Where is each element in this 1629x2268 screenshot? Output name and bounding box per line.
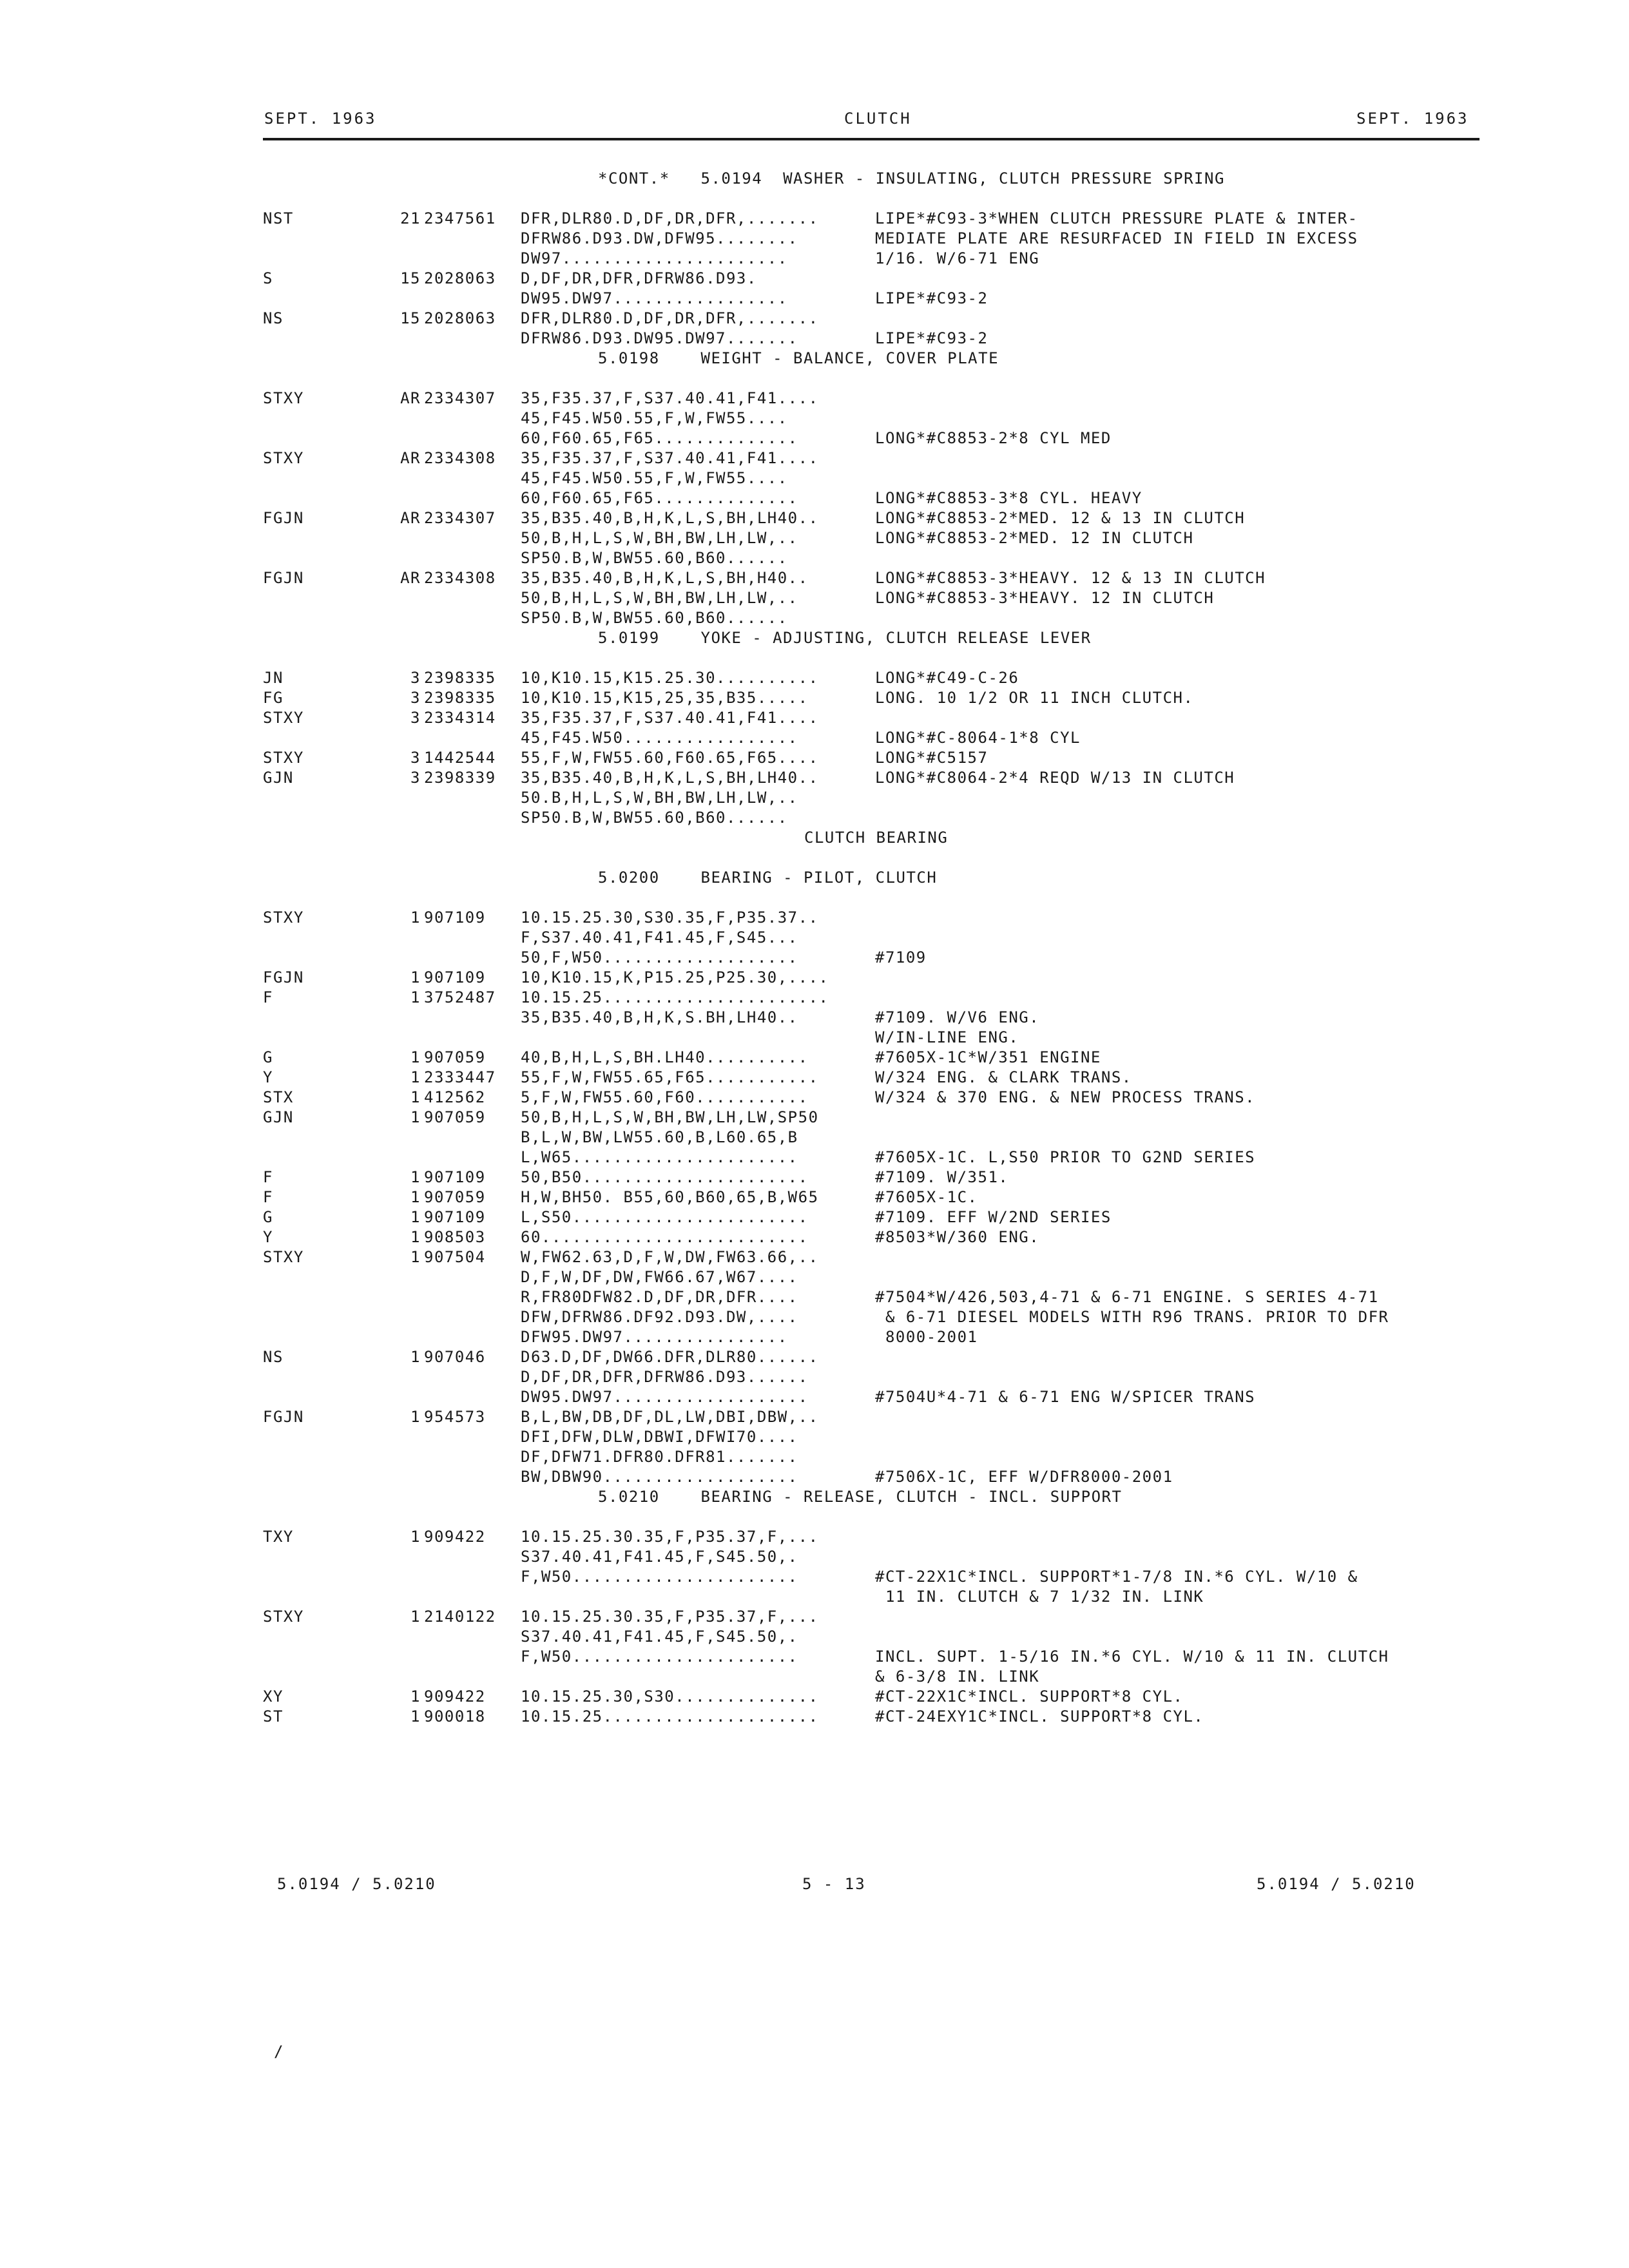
remarks: #7605X-1C*W/351 ENGINE (875, 1048, 1101, 1066)
part-row (263, 1327, 1526, 1347)
remarks: #7109. W/351. (875, 1168, 1009, 1186)
part-row (263, 728, 1526, 748)
section-heading (263, 169, 1526, 189)
series-code: F (263, 988, 273, 1006)
series-code: STXY (263, 749, 304, 767)
models: L,W65...................... (521, 1148, 798, 1166)
quantity: 15 (400, 269, 421, 287)
remarks: #CT-22X1C*INCL. SUPPORT*1-7/8 IN.*6 CYL. W/10 & (875, 1568, 1358, 1586)
part-row (263, 428, 1526, 448)
part-number: 907504 (424, 1248, 486, 1266)
models: 45,F45.W50.55,F,W,FW55.... (521, 469, 788, 487)
remarks: LONG*#C8853-3*8 CYL. HEAVY (875, 489, 1142, 507)
quantity: AR (400, 569, 421, 587)
models: 50.B,H,L,S,W,BH,BW,LH,LW,.. (521, 789, 798, 807)
models: DFR,DLR80.D,DF,DR,DFR,....... (521, 209, 819, 227)
part-number: 412562 (424, 1088, 486, 1106)
section-heading-text: *CONT.* 5.0194 WASHER - INSULATING, CLUTCH PRESSURE SPRING (598, 169, 1225, 187)
remarks: 8000-2001 (875, 1328, 978, 1346)
remarks: #7109. W/V6 ENG. (875, 1008, 1040, 1026)
remarks: MEDIATE PLATE ARE RESURFACED IN FIELD IN EXCESS (875, 229, 1358, 247)
part-row (263, 1187, 1526, 1207)
part-row (263, 1707, 1526, 1727)
quantity: 1 (410, 1108, 421, 1126)
part-row (263, 688, 1526, 708)
series-code: NST (263, 209, 294, 227)
part-row (263, 568, 1526, 588)
part-row (263, 1627, 1526, 1647)
models: L,S50....................... (521, 1208, 809, 1226)
models: 35,F35.37,F,S37.40.41,F41.... (521, 449, 819, 467)
part-row (263, 448, 1526, 468)
part-row (263, 1168, 1526, 1187)
part-row (263, 1387, 1526, 1407)
remarks: #7504*W/426,503,4-71 & 6-71 ENGINE. S SERIES 4-71 (875, 1288, 1379, 1306)
part-number: 2398335 (424, 669, 496, 687)
part-row (263, 1447, 1526, 1467)
series-code: STXY (263, 908, 304, 927)
series-code: STXY (263, 389, 304, 407)
remarks: INCL. SUPT. 1-5/16 IN.*6 CYL. W/10 & 11 IN. CLUTCH (875, 1648, 1389, 1666)
part-row (263, 1207, 1526, 1227)
quantity: 1 (410, 908, 421, 927)
part-row (263, 1267, 1526, 1287)
remarks: LONG*#C8853-2*MED. 12 & 13 IN CLUTCH (875, 509, 1246, 527)
models: F,W50...................... (521, 1648, 798, 1666)
models: D,DF,DR,DFR,DFRW86.D93. (521, 269, 757, 287)
part-row (263, 1108, 1526, 1128)
quantity: 3 (410, 669, 421, 687)
models: 50,B,H,L,S,W,BH,BW,LH,LW,.. (521, 589, 798, 607)
part-row (263, 1148, 1526, 1168)
part-number: 2334308 (424, 569, 496, 587)
models: S37.40.41,F41.45,F,S45.50,. (521, 1548, 798, 1566)
group-heading (263, 828, 1526, 848)
series-code: G (263, 1208, 273, 1226)
part-number: 3752487 (424, 988, 496, 1006)
models: SP50.B,W,BW55.60,B60...... (521, 549, 788, 567)
part-row (263, 309, 1526, 329)
part-number: 954573 (424, 1408, 486, 1426)
remarks: & 6-3/8 IN. LINK (875, 1667, 1040, 1686)
quantity: 3 (410, 749, 421, 767)
part-row (263, 608, 1526, 628)
section-heading-text: 5.0210 BEARING - RELEASE, CLUTCH - INCL. SUPPORT (598, 1488, 1123, 1506)
models: DFW95.DW97................ (521, 1328, 788, 1346)
part-number: 900018 (424, 1707, 486, 1725)
models: DFRW86.D93.DW,DFW95........ (521, 229, 798, 247)
models: DFW,DFRW86.DF92.D93.DW,.... (521, 1308, 798, 1326)
part-row (263, 508, 1526, 528)
models: 10,K10.15,K,P15.25,P25.30,.... (521, 968, 829, 986)
part-row (263, 1607, 1526, 1627)
remarks: #7109 (875, 948, 927, 966)
part-number: 2334308 (424, 449, 496, 467)
remarks: LONG*#C8853-2*8 CYL MED (875, 429, 1112, 447)
series-code: FGJN (263, 968, 304, 986)
part-row (263, 1247, 1526, 1267)
part-row (263, 1068, 1526, 1088)
part-row (263, 1287, 1526, 1307)
part-row (263, 1567, 1526, 1587)
remarks: LIPE*#C93-3*WHEN CLUTCH PRESSURE PLATE & INTER- (875, 209, 1358, 227)
part-row (263, 1088, 1526, 1108)
blank-line (263, 369, 1526, 389)
part-row (263, 1527, 1526, 1547)
quantity: 1 (410, 1248, 421, 1266)
models: 45,F45.W50.55,F,W,FW55.... (521, 409, 788, 427)
part-row (263, 1347, 1526, 1367)
series-code: ST (263, 1707, 284, 1725)
quantity: AR (400, 449, 421, 467)
series-code: TXY (263, 1528, 294, 1546)
remarks: #7605X-1C. L,S50 PRIOR TO G2ND SERIES (875, 1148, 1256, 1166)
quantity: 1 (410, 1048, 421, 1066)
quantity: 3 (410, 689, 421, 707)
part-number: 907109 (424, 1208, 486, 1226)
part-row (263, 269, 1526, 289)
series-code: FG (263, 689, 284, 707)
part-row (263, 329, 1526, 349)
models: 55,F,W,FW55.65,F65........... (521, 1068, 819, 1086)
models: SP50.B,W,BW55.60,B60...... (521, 809, 788, 827)
series-code: Y (263, 1228, 273, 1246)
quantity: 1 (410, 1188, 421, 1206)
models: 35,B35.40,B,H,K,S.BH,LH40.. (521, 1008, 798, 1026)
part-row (263, 1028, 1526, 1048)
footer-left: 5.0194 / 5.0210 (277, 1875, 436, 1893)
part-row (263, 209, 1526, 229)
part-number: 2334307 (424, 389, 496, 407)
blank-line (263, 648, 1526, 668)
models: 10.15.25.30.35,F,P35.37,F,... (521, 1608, 819, 1626)
models: S37.40.41,F41.45,F,S45.50,. (521, 1628, 798, 1646)
footer-page-number: 5 - 13 (802, 1875, 866, 1893)
models: DFR,DLR80.D,DF,DR,DFR,....... (521, 309, 819, 327)
blank-line (263, 848, 1526, 868)
models: 10,K10.15,K15,25,35,B35..... (521, 689, 809, 707)
remarks: 1/16. W/6-71 ENG (875, 249, 1040, 267)
quantity: 1 (410, 1168, 421, 1186)
header-right: SEPT. 1963 (1356, 110, 1469, 128)
remarks: #7605X-1C. (875, 1188, 978, 1206)
footer-right: 5.0194 / 5.0210 (1257, 1875, 1416, 1893)
models: DFI,DFW,DLW,DBWI,DFWI70.... (521, 1428, 798, 1446)
models: 10.15.25...................... (521, 988, 829, 1006)
header-left: SEPT. 1963 (264, 110, 377, 128)
section-heading (263, 1487, 1526, 1507)
part-row (263, 988, 1526, 1008)
models: BW,DBW90................... (521, 1468, 798, 1486)
models: 50,F,W50................... (521, 948, 798, 966)
part-row (263, 768, 1526, 788)
quantity: 1 (410, 1608, 421, 1626)
series-code: XY (263, 1687, 284, 1706)
remarks: LONG*#C8853-3*HEAVY. 12 & 13 IN CLUTCH (875, 569, 1266, 587)
models: DW95.DW97................. (521, 289, 788, 307)
part-row (263, 468, 1526, 488)
series-code: G (263, 1048, 273, 1066)
remarks: LONG*#C8853-3*HEAVY. 12 IN CLUTCH (875, 589, 1215, 607)
part-row (263, 548, 1526, 568)
part-row (263, 948, 1526, 968)
part-row (263, 389, 1526, 408)
part-number: 907109 (424, 908, 486, 927)
remarks: #CT-22X1C*INCL. SUPPORT*8 CYL. (875, 1687, 1184, 1706)
models: H,W,BH50. B55,60,B60,65,B,W65 (521, 1188, 819, 1206)
remarks: LONG*#C8064-2*4 REQD W/13 IN CLUTCH (875, 769, 1235, 787)
series-code: NS (263, 309, 284, 327)
part-row (263, 1667, 1526, 1687)
part-row (263, 1647, 1526, 1667)
part-number: 907059 (424, 1048, 486, 1066)
models: 5,F,W,FW55.60,F60........... (521, 1088, 809, 1106)
quantity: 1 (410, 1068, 421, 1086)
quantity: 1 (410, 988, 421, 1006)
models: 50,B50...................... (521, 1168, 809, 1186)
models: 40,B,H,L,S,BH.LH40.......... (521, 1048, 809, 1066)
models: F,W50...................... (521, 1568, 798, 1586)
stray-mark: / (274, 2042, 284, 2061)
quantity: 1 (410, 1707, 421, 1725)
part-number: 2333447 (424, 1068, 496, 1086)
remarks: LIPE*#C93-2 (875, 329, 988, 347)
remarks: LONG. 10 1/2 OR 11 INCH CLUTCH. (875, 689, 1194, 707)
models: B,L,W,BW,LW55.60,B,L60.65,B (521, 1128, 798, 1146)
models: DFRW86.D93.DW95.DW97....... (521, 329, 798, 347)
part-number: 908503 (424, 1228, 486, 1246)
part-number: 2140122 (424, 1608, 496, 1626)
models: 10,K10.15,K15.25.30.......... (521, 669, 819, 687)
blank-line (263, 189, 1526, 209)
series-code: F (263, 1188, 273, 1206)
series-code: STXY (263, 709, 304, 727)
group-heading-text: CLUTCH BEARING (804, 829, 949, 847)
models: 35,B35.40,B,H,K,L,S,BH,H40.. (521, 569, 809, 587)
quantity: 1 (410, 968, 421, 986)
blank-line (263, 1507, 1526, 1527)
part-number: 2398335 (424, 689, 496, 707)
part-row (263, 1128, 1526, 1148)
section-heading-text: 5.0200 BEARING - PILOT, CLUTCH (598, 869, 938, 887)
models: 45,F45.W50................. (521, 729, 798, 747)
part-row (263, 968, 1526, 988)
series-code: F (263, 1168, 273, 1186)
quantity: 1 (410, 1348, 421, 1366)
part-number: 2334314 (424, 709, 496, 727)
quantity: 21 (400, 209, 421, 227)
models: 10.15.25.30.35,F,P35.37,F,... (521, 1528, 819, 1546)
part-row (263, 289, 1526, 309)
models: 60,F60.65,F65.............. (521, 489, 798, 507)
part-row (263, 229, 1526, 249)
part-number: 909422 (424, 1528, 486, 1546)
models: SP50.B,W,BW55.60,B60...... (521, 609, 788, 627)
models: D,F,W,DF,DW,FW66.67,W67.... (521, 1268, 798, 1286)
section-heading (263, 349, 1526, 369)
models: DW97...................... (521, 249, 788, 267)
part-row (263, 1687, 1526, 1707)
series-code: JN (263, 669, 284, 687)
series-code: GJN (263, 769, 294, 787)
part-number: 1442544 (424, 749, 496, 767)
remarks: #7109. EFF W/2ND SERIES (875, 1208, 1112, 1226)
models: W,FW62.63,D,F,W,DW,FW63.66,.. (521, 1248, 819, 1266)
remarks: & 6-71 DIESEL MODELS WITH R96 TRANS. PRIOR TO DFR (875, 1308, 1389, 1326)
models: 50,B,H,L,S,W,BH,BW,LH,LW,SP50 (521, 1108, 819, 1126)
remarks: LONG*#C8853-2*MED. 12 IN CLUTCH (875, 529, 1194, 547)
part-row (263, 1587, 1526, 1607)
models: 35,F35.37,F,S37.40.41,F41.... (521, 709, 819, 727)
part-row (263, 1227, 1526, 1247)
models: DW95.DW97................... (521, 1388, 809, 1406)
quantity: 3 (410, 709, 421, 727)
models: 60,F60.65,F65.............. (521, 429, 798, 447)
models: F,S37.40.41,F41.45,F,S45... (521, 928, 798, 947)
quantity: AR (400, 509, 421, 527)
remarks: 11 IN. CLUTCH & 7 1/32 IN. LINK (875, 1588, 1204, 1606)
part-number: 2028063 (424, 269, 496, 287)
series-code: Y (263, 1068, 273, 1086)
models: D,DF,DR,DFR,DFRW86.D93...... (521, 1368, 809, 1386)
part-row (263, 1048, 1526, 1068)
remarks: LIPE*#C93-2 (875, 289, 988, 307)
models: 10.15.25.30,S30.............. (521, 1687, 819, 1706)
part-row (263, 528, 1526, 548)
series-code: STXY (263, 449, 304, 467)
series-code: STX (263, 1088, 294, 1106)
series-code: FGJN (263, 1408, 304, 1426)
models: D63.D,DF,DW66.DFR,DLR80...... (521, 1348, 819, 1366)
models: R,FR80DFW82.D,DF,DR,DFR.... (521, 1288, 798, 1306)
quantity: 1 (410, 1228, 421, 1246)
remarks: #7506X-1C, EFF W/DFR8000-2001 (875, 1468, 1173, 1486)
part-row (263, 588, 1526, 608)
part-row (263, 1307, 1526, 1327)
series-code: NS (263, 1348, 284, 1366)
models: 50,B,H,L,S,W,BH,BW,LH,LW,.. (521, 529, 798, 547)
part-row (263, 1467, 1526, 1487)
models: DF,DFW71.DFR80.DFR81....... (521, 1448, 798, 1466)
remarks: W/IN-LINE ENG. (875, 1028, 1019, 1046)
quantity: 1 (410, 1088, 421, 1106)
models: 35,B35.40,B,H,K,L,S,BH,LH40.. (521, 769, 819, 787)
part-number: 2334307 (424, 509, 496, 527)
quantity: 1 (410, 1208, 421, 1226)
remarks: W/324 & 370 ENG. & NEW PROCESS TRANS. (875, 1088, 1256, 1106)
part-row (263, 1427, 1526, 1447)
series-code: S (263, 269, 273, 287)
part-number: 2398339 (424, 769, 496, 787)
quantity: 1 (410, 1687, 421, 1706)
parts-listing (263, 169, 1526, 1727)
series-code: FGJN (263, 569, 304, 587)
section-heading-text: 5.0199 YOKE - ADJUSTING, CLUTCH RELEASE LEVER (598, 629, 1092, 647)
header-rule (263, 138, 1480, 140)
part-row (263, 408, 1526, 428)
quantity: 1 (410, 1408, 421, 1426)
part-row (263, 748, 1526, 768)
part-number: 907046 (424, 1348, 486, 1366)
part-number: 2347561 (424, 209, 496, 227)
part-row (263, 249, 1526, 269)
section-heading (263, 628, 1526, 648)
part-row (263, 908, 1526, 928)
section-heading-text: 5.0198 WEIGHT - BALANCE, COVER PLATE (598, 349, 999, 367)
header-center: CLUTCH (844, 110, 912, 128)
remarks: LONG*#C-8064-1*8 CYL (875, 729, 1081, 747)
models: 35,B35.40,B,H,K,L,S,BH,LH40.. (521, 509, 819, 527)
series-code: STXY (263, 1248, 304, 1266)
part-row (263, 708, 1526, 728)
remarks: #7504U*4-71 & 6-71 ENG W/SPICER TRANS (875, 1388, 1256, 1406)
part-number: 907059 (424, 1188, 486, 1206)
models: 10.15.25.30,S30.35,F,P35.37.. (521, 908, 819, 927)
remarks: LONG*#C5157 (875, 749, 988, 767)
blank-line (263, 888, 1526, 908)
section-heading (263, 868, 1526, 888)
part-row (263, 788, 1526, 808)
quantity: 3 (410, 769, 421, 787)
remarks: LONG*#C49-C-26 (875, 669, 1019, 687)
remarks: W/324 ENG. & CLARK TRANS. (875, 1068, 1132, 1086)
part-row (263, 488, 1526, 508)
part-row (263, 1367, 1526, 1387)
part-row (263, 1008, 1526, 1028)
part-number: 907059 (424, 1108, 486, 1126)
quantity: 1 (410, 1528, 421, 1546)
part-number: 907109 (424, 968, 486, 986)
remarks: #CT-24EXY1C*INCL. SUPPORT*8 CYL. (875, 1707, 1204, 1725)
part-number: 909422 (424, 1687, 486, 1706)
series-code: STXY (263, 1608, 304, 1626)
quantity: 15 (400, 309, 421, 327)
models: 10.15.25..................... (521, 1707, 819, 1725)
part-number: 2028063 (424, 309, 496, 327)
remarks: #8503*W/360 ENG. (875, 1228, 1040, 1246)
series-code: GJN (263, 1108, 294, 1126)
part-row (263, 1547, 1526, 1567)
part-row (263, 1407, 1526, 1427)
part-row (263, 808, 1526, 828)
part-row (263, 928, 1526, 948)
models: 60.......................... (521, 1228, 809, 1246)
models: 55,F,W,FW55.60,F60.65,F65.... (521, 749, 819, 767)
models: 35,F35.37,F,S37.40.41,F41.... (521, 389, 819, 407)
series-code: FGJN (263, 509, 304, 527)
part-row (263, 668, 1526, 688)
models: B,L,BW,DB,DF,DL,LW,DBI,DBW,.. (521, 1408, 819, 1426)
part-number: 907109 (424, 1168, 486, 1186)
quantity: AR (400, 389, 421, 407)
